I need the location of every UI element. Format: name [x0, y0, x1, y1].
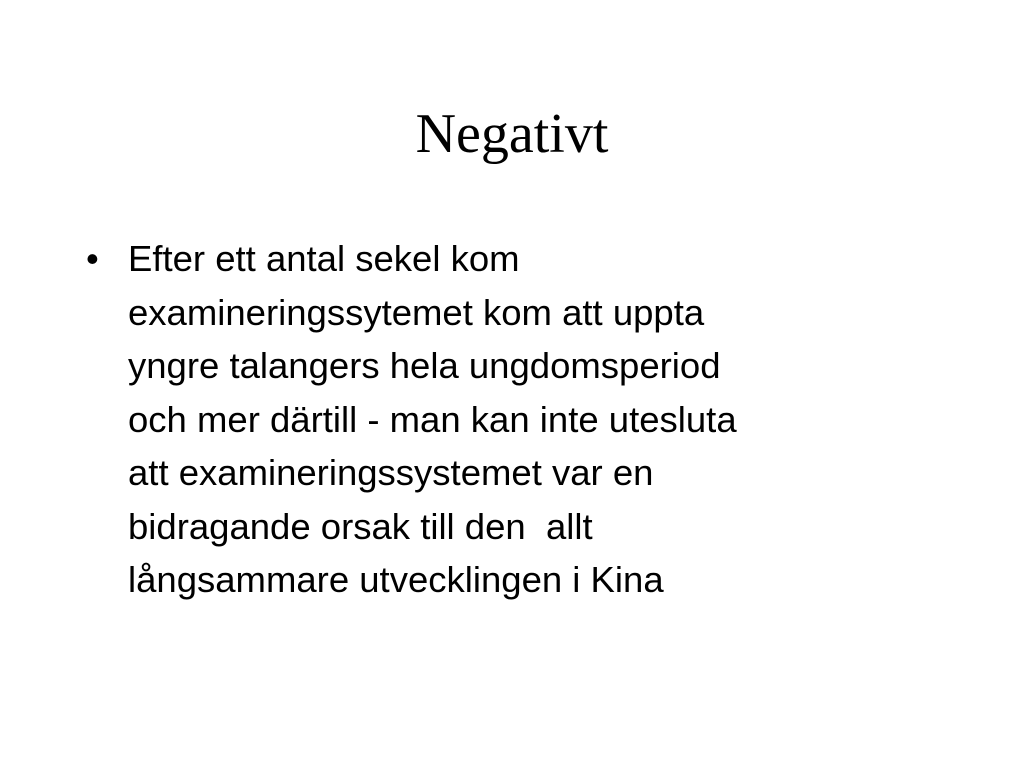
- bullet-line: långsammare utvecklingen i Kina: [128, 559, 664, 600]
- bullet-line: yngre talangers hela ungdomsperiod: [128, 345, 721, 386]
- slide-title: Negativt: [415, 103, 609, 165]
- bullet-line: att examineringssystemet var en: [128, 452, 654, 493]
- bullet-line: bidragande orsak till den allt: [128, 505, 593, 547]
- bullet-line: och mer därtill - man kan inte utesluta: [128, 398, 737, 440]
- bullet-marker: •: [86, 238, 99, 279]
- bullet-list: [86, 232, 906, 607]
- bullet-line: Efter ett antal sekel kom: [128, 238, 520, 279]
- bullet-line: examineringssytemet kom att uppta: [128, 291, 705, 333]
- bullet-text: [128, 232, 906, 607]
- bullet-item: [86, 232, 906, 607]
